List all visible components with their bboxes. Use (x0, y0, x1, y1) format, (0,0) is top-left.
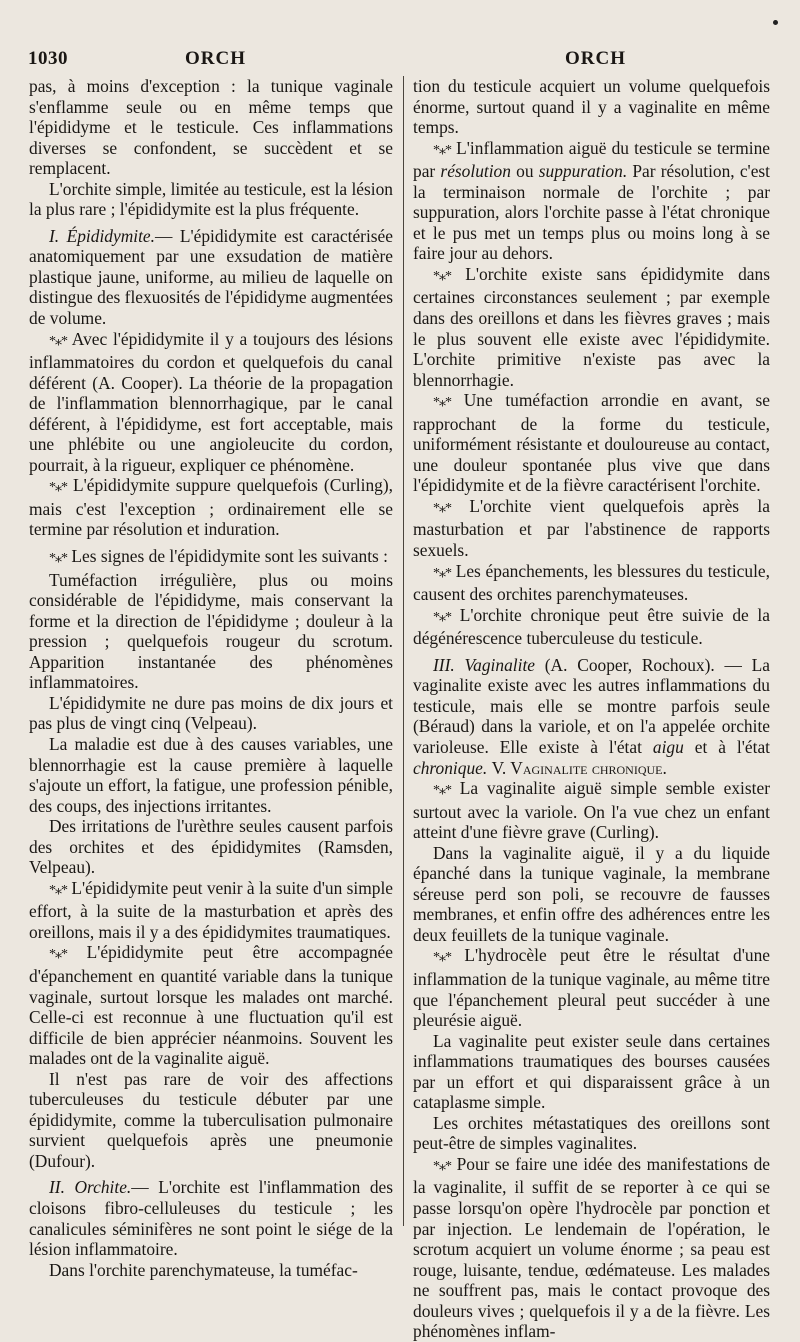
paragraph-text: La vaginalite aiguë simple semble exister surtout avec la variole. On l'a vue chez un enfant atteint d'une fièvre grave (Curling). (413, 778, 770, 843)
asterism: *⁎* (433, 565, 451, 581)
asterism: *⁎* (433, 500, 451, 516)
paragraph-text: L'inflammation aiguë du testicule se termine par (413, 137, 770, 182)
paragraph-text: Par résolution, c'est la terminaison normale de l'orchite ; par suppuration, alors l'orchite passe à l'état chronique et le pus met un temps plus ou moins long à se faire jour au dehors. (413, 161, 771, 264)
paragraph-text: L'hydrocèle peut être le résultat d'une inflammation de la tunique vaginale, au même titre que l'épanchement pleural peut succéder à une pleurésie aiguë. (413, 945, 770, 1031)
paragraph (29, 475, 393, 540)
page-number: 1030 (28, 48, 68, 69)
paragraph: Les orchites métastatiques des oreillons sont peut-être de simples vaginalites. (413, 1112, 770, 1154)
right-column (413, 76, 771, 1342)
running-header (0, 48, 800, 72)
asterism: *⁎* (49, 480, 67, 496)
paragraph-text: Les épanchements, les blessures du testicule, causent des orchites parenchymateuses. (413, 560, 770, 605)
section-orchite (29, 1177, 393, 1259)
asterism: *⁎* (433, 268, 451, 284)
section-text: — L'épididymite est caractérisée anatomiquement par une exsudation de matière plastique jaune, uniforme, au milieu de laquelle on distingue des flexuosités de l'épididyme augmentées de volume. (29, 225, 393, 329)
paragraph-text: Pour se faire une idée des manifestations de la vaginalite, il suffit de se reporter à ce qui se passe lorsqu'on opère l'hydrocèle par ponction et par injection. Le lendemain de l'opération, le scrotum acquiert un volume énorme ; sa peau est rouge, luisante, tendue, œdémateuse. Les malades ne souffrent pas, mais le contact provoque des douleurs vives ; quelquefois il y a de la fièvre. Les phénomènes inflam- (413, 1153, 770, 1342)
asterism: *⁎* (49, 551, 67, 567)
paragraph (413, 605, 770, 649)
paragraph-text: ou (516, 161, 534, 182)
paragraph: pas, à moins d'exception : la tunique vaginale s'enflamme seule ou en même temps que l'épididyme et le testicule. Ces inflammations diverses se confondent, se succèdent et se remplacent. (29, 76, 393, 179)
asterism: *⁎* (433, 609, 451, 625)
right-running-title: ORCH (565, 48, 626, 69)
paragraph (413, 138, 770, 264)
paragraph (413, 390, 770, 496)
column-rule (403, 76, 404, 1226)
asterism: *⁎* (433, 142, 451, 158)
paragraph-text: L'orchite existe sans épididymite dans certaines circonstances seulement ; par exemple dans des oreillons et dans les fièvres graves ; mais le plus souvent elle existe avec l'épididymite. L'orchite primitive n'existe pas avec la blennorrhagie. (413, 263, 770, 390)
section-text: et à l'état (694, 736, 771, 757)
asterism: *⁎* (433, 395, 451, 411)
asterism: *⁎* (433, 1158, 451, 1174)
paragraph-text: Avec l'épididymite il y a toujours des lésions inflammatoires du cordon et quelquefois du canal déférent (A. Cooper). La théorie de la propagation de l'inflammation blennorrhagique, par le canal déférent, à l'épididyme, est fort acceptable, mais une phlébite ou une angioleucite du cordon, pourrait, à la rigueur, expliquer ce phénomène. (29, 328, 394, 475)
paragraph: Tuméfaction irrégulière, plus ou moins considérable de l'épididyme, mais conservant la forme et la direction de l'épididyme ; douleur à la pression ; quelquefois rougeur du scrotum. Apparition instantanée des phénomènes inflammatoires. (29, 569, 393, 693)
paragraph: L'épididymite ne dure pas moins de dix jours et pas plus de vingt cinq (Velpeau). (29, 692, 393, 734)
paragraph-text: Les signes de l'épididymite sont les suivants : (71, 546, 388, 567)
left-column (29, 76, 394, 1280)
italic-term: suppuration. (538, 161, 628, 182)
paragraph (29, 942, 393, 1068)
cross-reference: V. Vaginalite chronique. (491, 757, 667, 778)
italic-term: aigu (652, 736, 684, 757)
paragraph-text: L'épididymite suppure quelquefois (Curling), mais c'est l'exception ; ordinairement elle se termine par résolution et induration. (29, 475, 393, 540)
ink-dot (773, 20, 778, 25)
paragraph: tion du testicule acquiert un volume quelquefois énorme, surtout quand il y a vaginalite en même temps. (413, 76, 770, 138)
section-heading: III. Vaginalite (433, 654, 535, 675)
paragraph (413, 561, 770, 605)
paragraph-text: L'orchite vient quelquefois après la masturbation et par l'abstinence de rapports sexuels. (413, 495, 770, 561)
left-running-title: ORCH (185, 48, 246, 69)
asterism: *⁎* (49, 882, 67, 898)
section-text: — L'orchite est l'inflammation des cloisons fibro-celluleuses du testicule ; les canalicules séminifères ne sont point le siége de la lésion inflammatoire. (29, 1177, 394, 1260)
paragraph-text: Une tuméfaction arrondie en avant, se rapprochant de la forme du testicule, uniformément résistante et douloureuse au contact, une douleur spontanée plus vive que dans l'épididymite et de la fièvre caractérisent l'orchite. (413, 390, 770, 496)
paragraph (413, 945, 770, 1030)
paragraph (413, 778, 770, 843)
paragraph: La maladie est due à des causes variables, une blennorrhagie est la cause première à laquelle s'ajoute un effort, la fatigue, une profession pénible, des coups, des injections irritantes. (29, 733, 393, 816)
italic-term: résolution (440, 161, 511, 182)
section-text: (A. Cooper, Rochoux). — La vaginalite existe avec les autres inflammations du testicule, mais elle se montre parfois seule (Béraud) dans la variole, et on l'a appelée orchite varioleuse. Elle existe à l'état (413, 654, 770, 757)
paragraph (413, 496, 770, 561)
asterism: *⁎* (433, 783, 451, 799)
italic-term: chronique. (413, 757, 488, 778)
paragraph: Dans la vaginalite aiguë, il y a du liquide épanché dans la tunique vaginale, la membrane séreuse perd son poli, se recouvre de fausses membranes, et enfin offre des adhérences entre les deux feuillets de la tunique vaginale. (413, 842, 770, 945)
paragraph: L'orchite simple, limitée au testicule, est la lésion la plus rare ; l'épididymite est la plus fréquente. (29, 178, 393, 220)
section-heading: II. Orchite. (49, 1177, 132, 1198)
paragraph-text: L'épididymite peut venir à la suite d'un simple effort, à la suite de la masturbation et après des oreillons, mais il y a des épididymites traumatiques. (29, 877, 394, 942)
asterism: *⁎* (433, 950, 451, 966)
paragraph (413, 264, 770, 390)
paragraph-text: L'orchite chronique peut être suivie de la dégénérescence tuberculeuse du testicule. (413, 604, 770, 649)
paragraph: Il n'est pas rare de voir des affections tuberculeuses du testicule débuter par une épididymite, comme la tuberculisation pulmonaire survient quelquefois après une pneumonie (Dufour). (29, 1068, 393, 1171)
paragraph (413, 1154, 770, 1342)
paragraph (29, 546, 393, 570)
asterism: *⁎* (49, 333, 67, 349)
section-vaginalite (413, 655, 770, 778)
paragraph (29, 878, 393, 943)
paragraph: La vaginalite peut exister seule dans certaines inflammations traumatiques des bourses causées par un effort et qui disparaissent grâce à un cataplasme simple. (413, 1030, 770, 1113)
paragraph (29, 329, 393, 476)
paragraph: Dans l'orchite parenchymateuse, la tuméfac- (49, 1259, 358, 1280)
paragraph-text: L'épididymite peut être accompagnée d'épanchement en quantité variable dans la tunique vaginale, surtout lorsque les malades ont marché. Celle-ci est reconnue à une fluctuation qu'il est difficile de bien apprécier néanmoins. Souvent les malades ont de la vaginalite aiguë. (29, 942, 393, 1069)
section-epididymite (29, 226, 393, 329)
paragraph: Des irritations de l'urèthre seules causent parfois des orchites et des épididymites (Ramsden, Velpeau). (29, 816, 393, 878)
section-heading: I. Épididymite. (49, 225, 155, 246)
asterism: *⁎* (49, 947, 67, 963)
